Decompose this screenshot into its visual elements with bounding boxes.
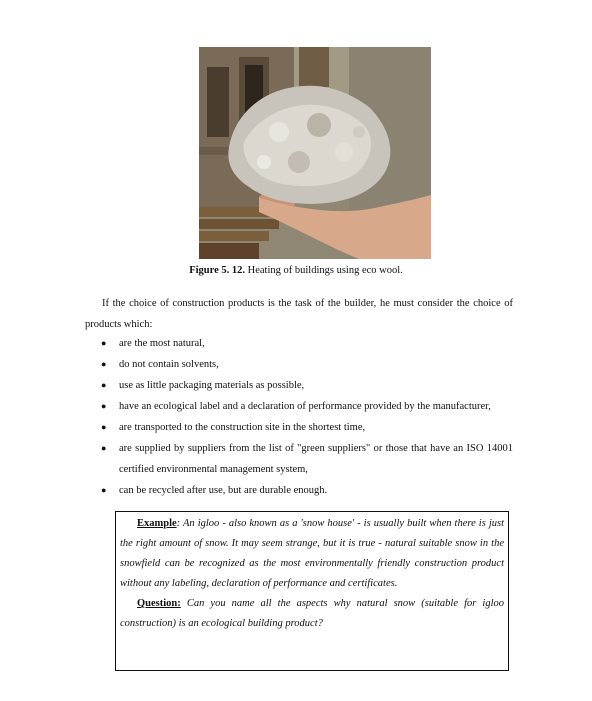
question-label: Question: (137, 598, 181, 609)
example-label: Example (137, 518, 177, 529)
figure-number: Figure 5. 12. (189, 265, 246, 276)
figure-caption-text: Heating of buildings using eco wool. (247, 265, 403, 276)
bullet-icon: ● (101, 401, 107, 411)
list-item: ● use as little packaging materials as possible, (100, 375, 513, 396)
bullet-icon: ● (101, 422, 107, 432)
question-text: Can you name all the aspects why natural snow (suitable for igloo construction) is an ecological building product? (120, 598, 504, 629)
intro-paragraph: If the choice of construction products is the task of the builder, he must consider the choice of products which: (85, 298, 513, 330)
list-item: ● have an ecological label and a declaration of performance provided by the manufacturer, (100, 396, 513, 417)
example-box (115, 511, 509, 671)
list-item: ● do not contain solvents, (100, 354, 513, 375)
figure-caption (0, 265, 592, 276)
bullet-icon: ● (101, 338, 107, 348)
eco-wool-photo (199, 47, 431, 259)
bullet-icon: ● (101, 443, 107, 453)
list-item: ● are transported to the construction site in the shortest time, (100, 417, 513, 438)
bullet-icon: ● (101, 359, 107, 369)
list-item: ● are supplied by suppliers from the list of "green suppliers" or those that have an ISO 14001 certified environmental management system, (100, 438, 513, 480)
criteria-list (100, 333, 513, 501)
list-item: ● are the most natural, (100, 333, 513, 354)
list-item: ● can be recycled after use, but are durable enough. (100, 480, 513, 501)
example-paragraph (120, 514, 504, 594)
bullet-icon: ● (101, 485, 107, 495)
example-text: : An igloo - also known as a 'snow house' - is usually built when there is just the right amount of snow. It may seem strange, but it is true - natural suitable snow in the snowfield can be recognized as the most environmentally friendly construction product without any labeling, declaration of performance and certificates. (120, 518, 504, 589)
bullet-icon: ● (101, 380, 107, 390)
question-paragraph (120, 594, 504, 634)
